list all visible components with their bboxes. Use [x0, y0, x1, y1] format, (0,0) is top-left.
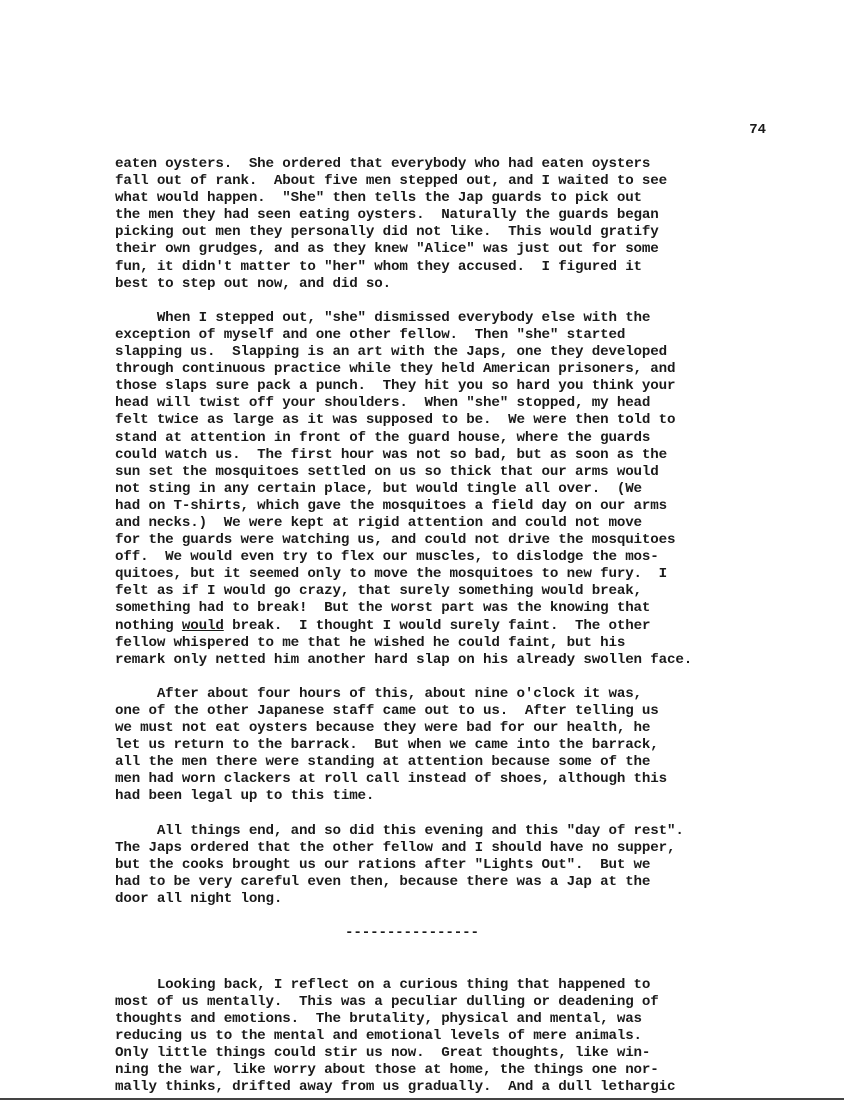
text-line: remark only netted him another hard slap on his already swollen face.	[115, 651, 693, 668]
text-line: fall out of rank. About five men stepped out, and I waited to see	[115, 173, 668, 190]
text-line: After about four hours of this, about nine o'clock it was,	[115, 685, 642, 702]
text-line: what would happen. "She" then tells the Jap guards to pick out	[115, 190, 642, 207]
body-text	[115, 156, 835, 1096]
text-line: something had to break! But the worst part was the knowing that	[115, 600, 651, 617]
text-line: could watch us. The first hour was not so bad, but as soon as the	[115, 446, 668, 463]
text-line: men had worn clackers at roll call instead of shoes, although this	[115, 771, 668, 788]
text-line: Only little things could stir us now. Great thoughts, like win-	[115, 1044, 651, 1061]
text-line: through continuous practice while they held American prisoners, and	[115, 361, 676, 378]
text-line: all the men there were standing at attention because some of the	[115, 754, 651, 771]
text-line: The Japs ordered that the other fellow and I should have no supper,	[115, 839, 676, 856]
text-line-with-underline	[115, 618, 835, 635]
underlined-word: would	[181, 617, 224, 634]
text-line: for the guards were watching us, and could not drive the mosquitoes	[115, 532, 676, 549]
text-line: fellow whispered to me that he wished he could faint, but his	[115, 634, 626, 651]
line-suffix: break. I thought I would surely faint. The other	[223, 617, 651, 634]
text-line: let us return to the barrack. But when we came into the barrack,	[115, 737, 659, 754]
line-prefix: nothing	[115, 617, 182, 634]
text-line: When I stepped out, "she" dismissed everybody else with the	[115, 309, 651, 326]
text-line: had on T-shirts, which gave the mosquitoes a field day on our arms	[115, 497, 668, 514]
paragraph-5	[115, 977, 835, 1097]
text-line: one of the other Japanese staff came out to us. After telling us	[115, 703, 659, 719]
text-line: we must not eat oysters because they were bad for our health, he	[115, 720, 651, 737]
text-line: off. We would even try to flex our muscles, to dislodge the mos-	[115, 549, 659, 566]
text-line: All things end, and so did this evening and this "day of rest".	[115, 822, 684, 839]
paragraph-3	[115, 686, 835, 806]
text-line: not sting in any certain place, but would tingle all over. (We	[115, 480, 642, 497]
text-line: but the cooks brought us our rations after "Lights Out". But we	[115, 856, 651, 873]
text-line: ning the war, like worry about those at home, the things one nor-	[115, 1061, 659, 1078]
section-divider: ----------------	[345, 925, 479, 942]
text-line: eaten oysters. She ordered that everybody who had eaten oysters	[115, 156, 651, 172]
text-line: reducing us to the mental and emotional levels of mere animals.	[115, 1027, 642, 1044]
text-line: Looking back, I reflect on a curious thing that happened to	[115, 976, 651, 993]
text-line: the men they had seen eating oysters. Naturally the guards began	[115, 207, 659, 224]
text-line: sun set the mosquitoes settled on us so thick that our arms would	[115, 463, 659, 480]
text-line: those slaps sure pack a punch. They hit you so hard you think your	[115, 378, 676, 395]
text-line: felt as if I would go crazy, that surely something would break,	[115, 583, 642, 600]
text-line: thoughts and emotions. The brutality, physical and mental, was	[115, 1010, 642, 1027]
text-line: door all night long.	[115, 891, 283, 908]
text-line: quitoes, but it seemed only to move the mosquitoes to new fury. I	[115, 566, 668, 583]
text-line: mally thinks, drifted away from us gradually. And a dull lethargic	[115, 1079, 676, 1096]
text-line: picking out men they personally did not like. This would gratify	[115, 224, 659, 241]
text-line: fun, it didn't matter to "her" whom they accused. I figured it	[115, 258, 642, 275]
text-line: felt twice as large as it was supposed to be. We were then told to	[115, 412, 676, 429]
text-line: best to step out now, and did so.	[115, 275, 392, 292]
text-line: and necks.) We were kept at rigid attention and could not move	[115, 514, 642, 531]
text-line: exception of myself and one other fellow. Then "she" started	[115, 326, 626, 343]
page-number: 74	[749, 122, 766, 138]
text-line: head will twist off your shoulders. When "she" stopped, my head	[115, 395, 651, 412]
text-line: had to be very careful even then, because there was a Jap at the	[115, 873, 651, 890]
paragraph-1	[115, 156, 835, 293]
text-line: most of us mentally. This was a peculiar dulling or deadening of	[115, 993, 659, 1010]
text-line: had been legal up to this time.	[115, 788, 375, 805]
text-line: their own grudges, and as they knew "Alice" was just out for some	[115, 241, 659, 258]
text-line: slapping us. Slapping is an art with the Japs, one they developed	[115, 344, 668, 361]
paragraph-4	[115, 823, 835, 908]
paragraph-2	[115, 310, 835, 669]
text-line: stand at attention in front of the guard house, where the guards	[115, 429, 651, 446]
